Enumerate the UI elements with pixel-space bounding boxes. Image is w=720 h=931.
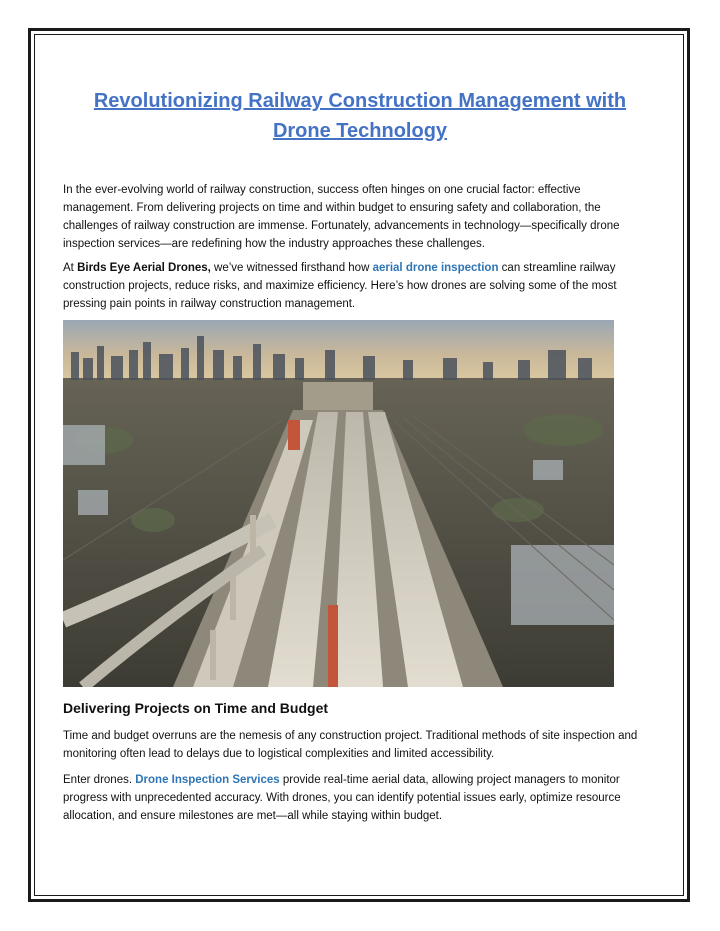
section-heading: Delivering Projects on Time and Budget — [63, 700, 329, 716]
drone-inspection-services-link[interactable]: Drone Inspection Services — [135, 774, 280, 786]
paragraph-text: we’ve witnessed firsthand how — [210, 262, 373, 274]
aerial-drone-inspection-link[interactable]: aerial drone inspection — [372, 262, 499, 274]
intro-paragraph: In the ever-evolving world of railway construction, success often hinges on one crucial factor: effective management. From delivering projects on time and within budget to ensuring safety and collaboration, the challenges of railway construction are immense. Fortunately, advancements in technology—specifically drone inspection services—are redefining how the industry approaches these challenges. — [63, 184, 620, 250]
section-paragraph-1: Time and budget overruns are the nemesis of any construction project. Traditional methods of site inspection and monitoring often lead to delays due to logistical complexities and limited accessibility. — [63, 730, 638, 760]
page-title[interactable]: Revolutionizing Railway Construction Management with Drone Technology — [93, 90, 627, 142]
railway-construction-aerial-photo — [63, 320, 614, 687]
paragraph-text: Enter drones. — [63, 774, 136, 786]
paragraph-text: provide real-time aerial data, allowing project managers to monitor progress with unprecedented accuracy. With drones, you can identify potential issues early, optimize resource allocation, and ensure milestones are met—all while staying within budget. — [63, 774, 621, 822]
company-paragraph — [63, 259, 653, 313]
paragraph-text: can streamline railway construction projects, reduce risks, and maximize efficiency. Here’s how drones are solving some of the most pressing pain points in railway construction management. — [63, 262, 617, 310]
paragraph-text: At — [63, 262, 78, 274]
section-paragraph-2 — [63, 771, 653, 825]
company-name: Birds Eye Aerial Drones, — [77, 262, 211, 274]
